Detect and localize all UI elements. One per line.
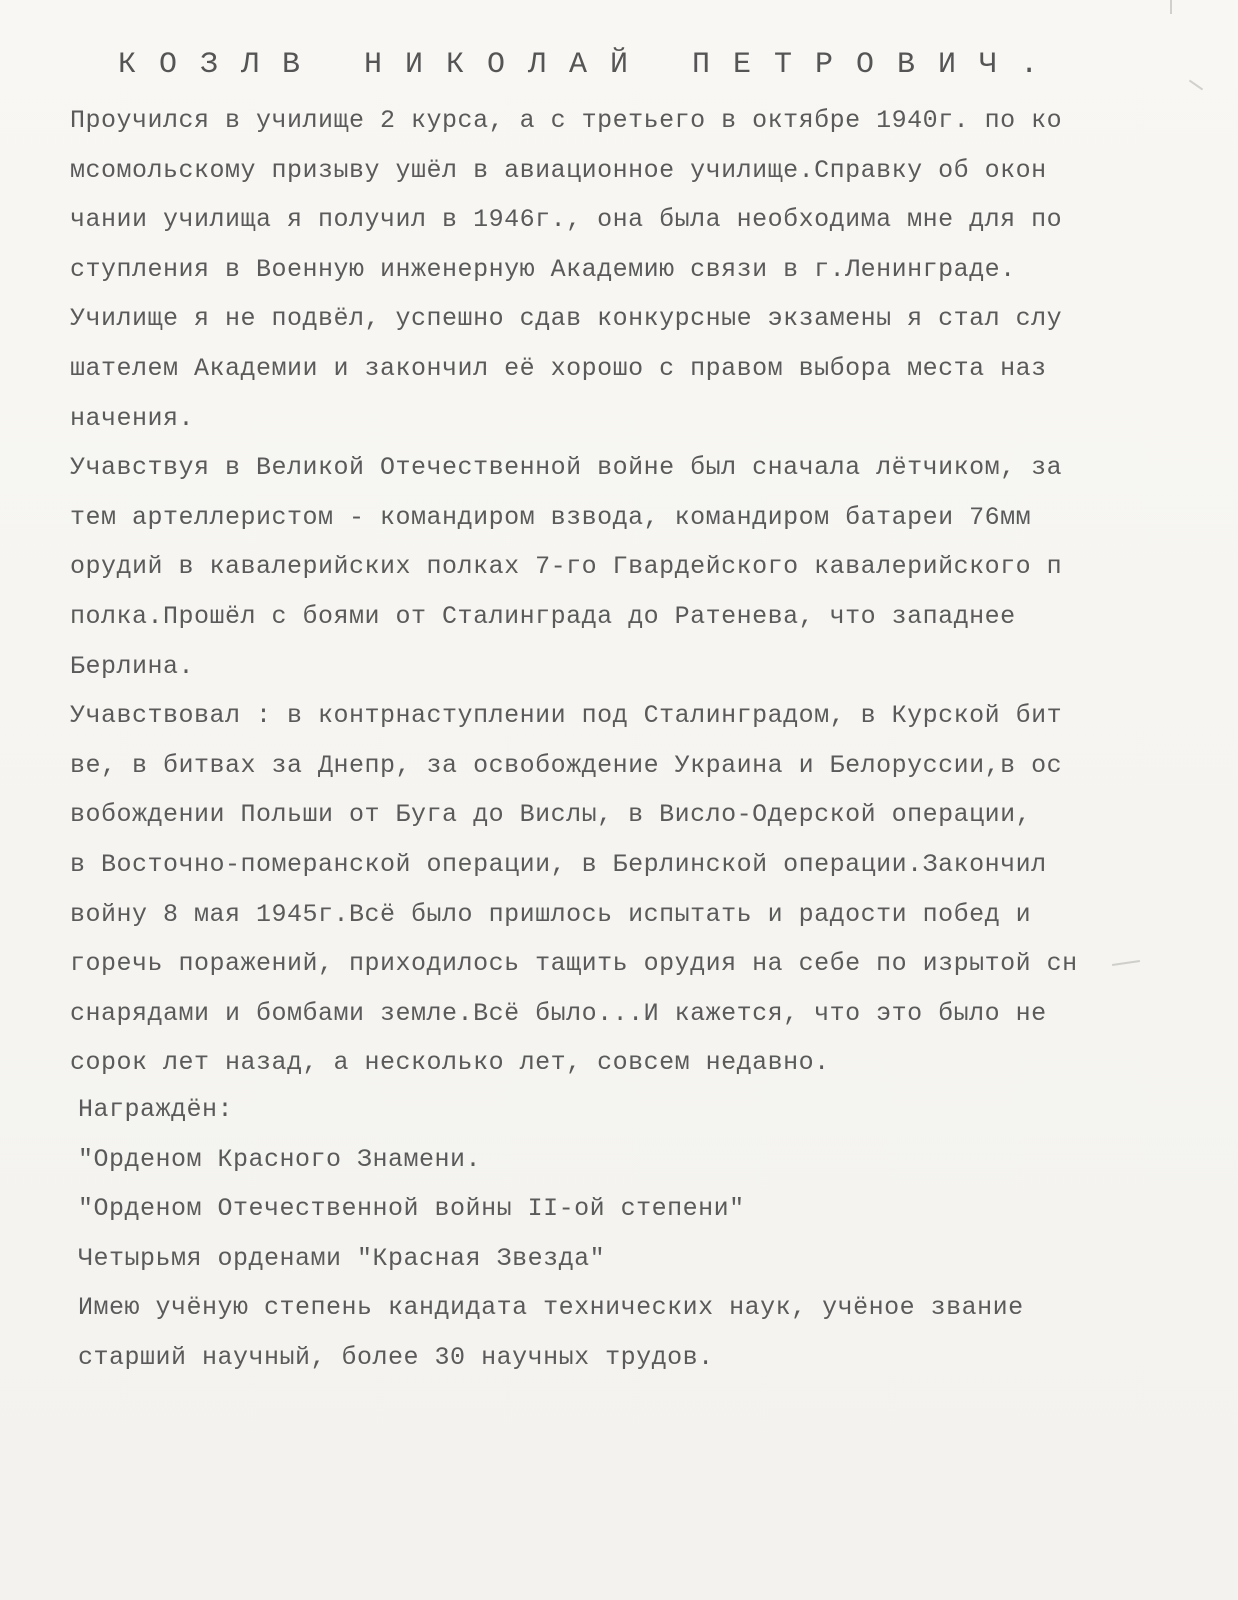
text-line: орудий в кавалерийских полках 7-го Гвардейского кавалерийского п: [70, 552, 1063, 582]
text-line: полка.Прошёл с боями от Сталинграда до Ратенева, что западнее: [70, 601, 1016, 631]
text-line: Учавствуя в Великой Отечественной войне был сначала лётчиком, за: [70, 453, 1063, 483]
text-line: в Восточно-померанской операции, в Берлинской операции.Закончил: [70, 849, 1047, 879]
text-line: мсомольскому призыву ушёл в авиационное училище.Справку об окон: [70, 155, 1047, 185]
closing-line: старший научный, более 30 научных трудов.: [78, 1342, 714, 1372]
award-item: Четырьмя орденами "Красная Звезда": [78, 1243, 606, 1273]
text-line: Проучился в училище 2 курса, а с третьего в октябре 1940г. по ко: [70, 106, 1063, 135]
text-line: ве, в битвах за Днепр, за освобождение Украина и Белоруссии,в ос: [70, 750, 1063, 780]
award-item: "Орденом Отечественной войны II-ой степени": [78, 1194, 745, 1224]
text-line: сорок лет назад, а несколько лет, совсем недавно.: [70, 1048, 830, 1078]
text-line: Учавствовал : в контрнаступлении под Сталинградом, в Курской бит: [70, 701, 1063, 731]
text-line: начения.: [70, 403, 195, 433]
text-line: ступления в Военную инженерную Академию связи в г.Ленинграде.: [70, 254, 1016, 284]
text-line: снарядами и бомбами земле.Всё было...И кажется, что это было не: [70, 998, 1047, 1028]
text-line: Берлина.: [70, 651, 195, 681]
awards-heading: Награждён:: [78, 1095, 234, 1124]
paper-mark: [1189, 80, 1203, 91]
text-line: тем артеллеристом - командиром взвода, командиром батареи 76мм: [70, 502, 1032, 532]
page-title: КОЗЛВ НИКОЛАЙ ПЕТРОВИЧ.: [118, 48, 1062, 82]
closing-line: Имею учёную степень кандидата технических наук, учёное звание: [78, 1293, 1024, 1323]
awards-section: [78, 1085, 1178, 1383]
text-line: горечь поражений, приходилось тащить орудия на себе по изрытой сн: [70, 949, 1078, 979]
award-item: "Орденом Красного Знамени.: [78, 1144, 482, 1174]
text-line: вобождении Польши от Буга до Вислы, в Висло-Одерской операции,: [70, 800, 1032, 830]
text-line: войну 8 мая 1945г.Всё было пришлось испытать и радости побед и: [70, 899, 1032, 929]
text-line: шателем Академии и закончил её хорошо с правом выбора места наз: [70, 353, 1047, 383]
paper-mark: [1170, 0, 1172, 14]
text-line: Училище я не подвёл, успешно сдав конкурсные экзамены я стал слу: [70, 304, 1063, 334]
biography-text: [70, 96, 1190, 1088]
text-line: чании училища я получил в 1946г., она была необходима мне для по: [70, 205, 1063, 235]
